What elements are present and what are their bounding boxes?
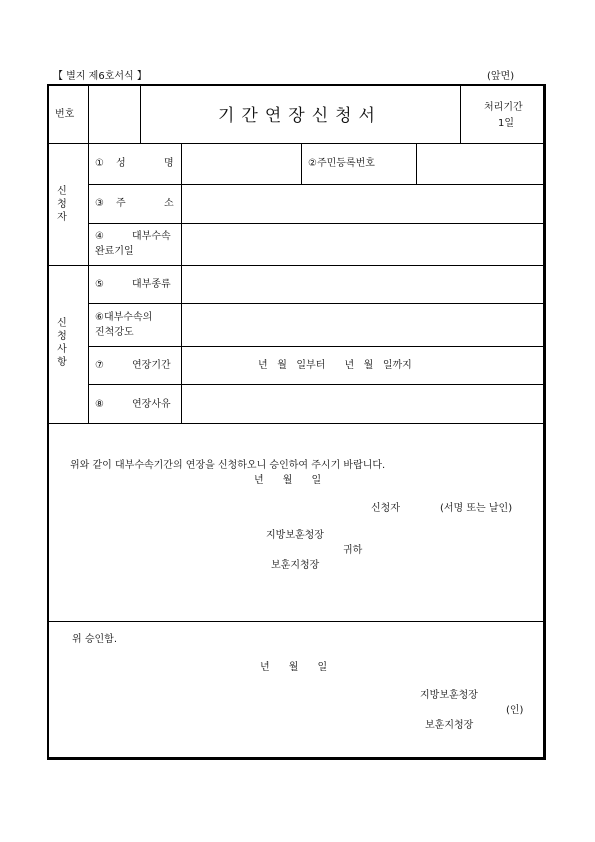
reason-field[interactable] — [183, 386, 542, 421]
issuer-regional-office: 지방보훈청장 — [420, 690, 478, 701]
request-date: 년 월 일 — [254, 475, 322, 486]
progress-field[interactable] — [183, 305, 542, 344]
approval-date: 년 월 일 — [260, 662, 328, 673]
name-value-field[interactable] — [183, 146, 299, 182]
recipient-honorific: 귀하 — [343, 545, 363, 556]
resident-id-label: ②주민등록번호 — [308, 158, 375, 169]
reason-label: 연장사유 — [132, 399, 171, 410]
address-label-second: 소 — [164, 198, 174, 209]
col-divider — [181, 143, 182, 423]
processing-period-label: 처리기간 — [484, 102, 523, 113]
row-divider — [49, 621, 544, 622]
name-label-second: 명 — [164, 158, 174, 169]
row-divider — [88, 184, 544, 185]
address-field[interactable] — [183, 186, 542, 221]
row-divider — [88, 346, 544, 347]
loan-type-number: ⑤ — [95, 279, 104, 290]
recipient-regional-office: 지방보훈청장 — [266, 530, 324, 541]
row-divider — [88, 223, 544, 224]
col-divider — [460, 86, 461, 143]
completion-label-line1: 대부수속 — [132, 231, 171, 242]
matters-section-label: 신 청 사 항 — [57, 318, 67, 368]
row-divider — [49, 265, 544, 266]
completion-date-field[interactable] — [183, 225, 542, 263]
progress-label-line1: ⑥대부수속의 — [95, 312, 153, 323]
resident-id-field[interactable] — [418, 146, 542, 182]
request-statement: 위와 같이 대부수속기간의 연장을 신청하오니 승인하여 주시기 바랍니다. — [70, 460, 386, 471]
progress-label-line2: 진척강도 — [95, 327, 134, 338]
address-number: ③ — [95, 198, 104, 209]
processing-period-value: 1일 — [498, 118, 515, 129]
completion-number: ④ — [95, 231, 104, 242]
row-divider — [88, 384, 544, 385]
period-label: 연장기간 — [132, 360, 171, 371]
period-value[interactable]: 년 월 일부터 년 월 일까지 — [258, 360, 412, 371]
recipient-branch-office: 보훈지청장 — [271, 560, 320, 571]
number-label: 번호 — [55, 109, 75, 120]
applicant-signature-label: 신청자 — [371, 503, 400, 514]
form-number: 【 별지 제6호서식 】 — [53, 71, 147, 82]
issuer-branch-office: 보훈지청장 — [425, 720, 474, 731]
address-label-first: 주 — [116, 198, 126, 209]
col-divider — [140, 86, 141, 143]
approval-statement: 위 승인함. — [72, 634, 117, 645]
signature-note: (서명 또는 날인) — [440, 503, 513, 514]
col-divider — [416, 143, 417, 184]
row-divider — [49, 423, 544, 424]
form-title: 기간연장신청서 — [218, 106, 382, 126]
period-number: ⑦ — [95, 360, 104, 371]
issuer-seal: (인) — [506, 705, 524, 716]
reason-number: ⑧ — [95, 399, 104, 410]
col-divider — [301, 143, 302, 184]
name-number: ① — [95, 158, 104, 169]
completion-label-line2: 완료기일 — [95, 246, 134, 257]
applicant-section-label: 신 청 자 — [57, 186, 67, 223]
loan-type-field[interactable] — [183, 267, 542, 301]
name-label-first: 성 — [116, 158, 126, 169]
col-divider — [88, 86, 89, 423]
loan-type-label: 대부종류 — [132, 279, 171, 290]
row-divider — [88, 303, 544, 304]
row-divider — [49, 143, 544, 144]
page-side: (앞면) — [487, 71, 515, 82]
